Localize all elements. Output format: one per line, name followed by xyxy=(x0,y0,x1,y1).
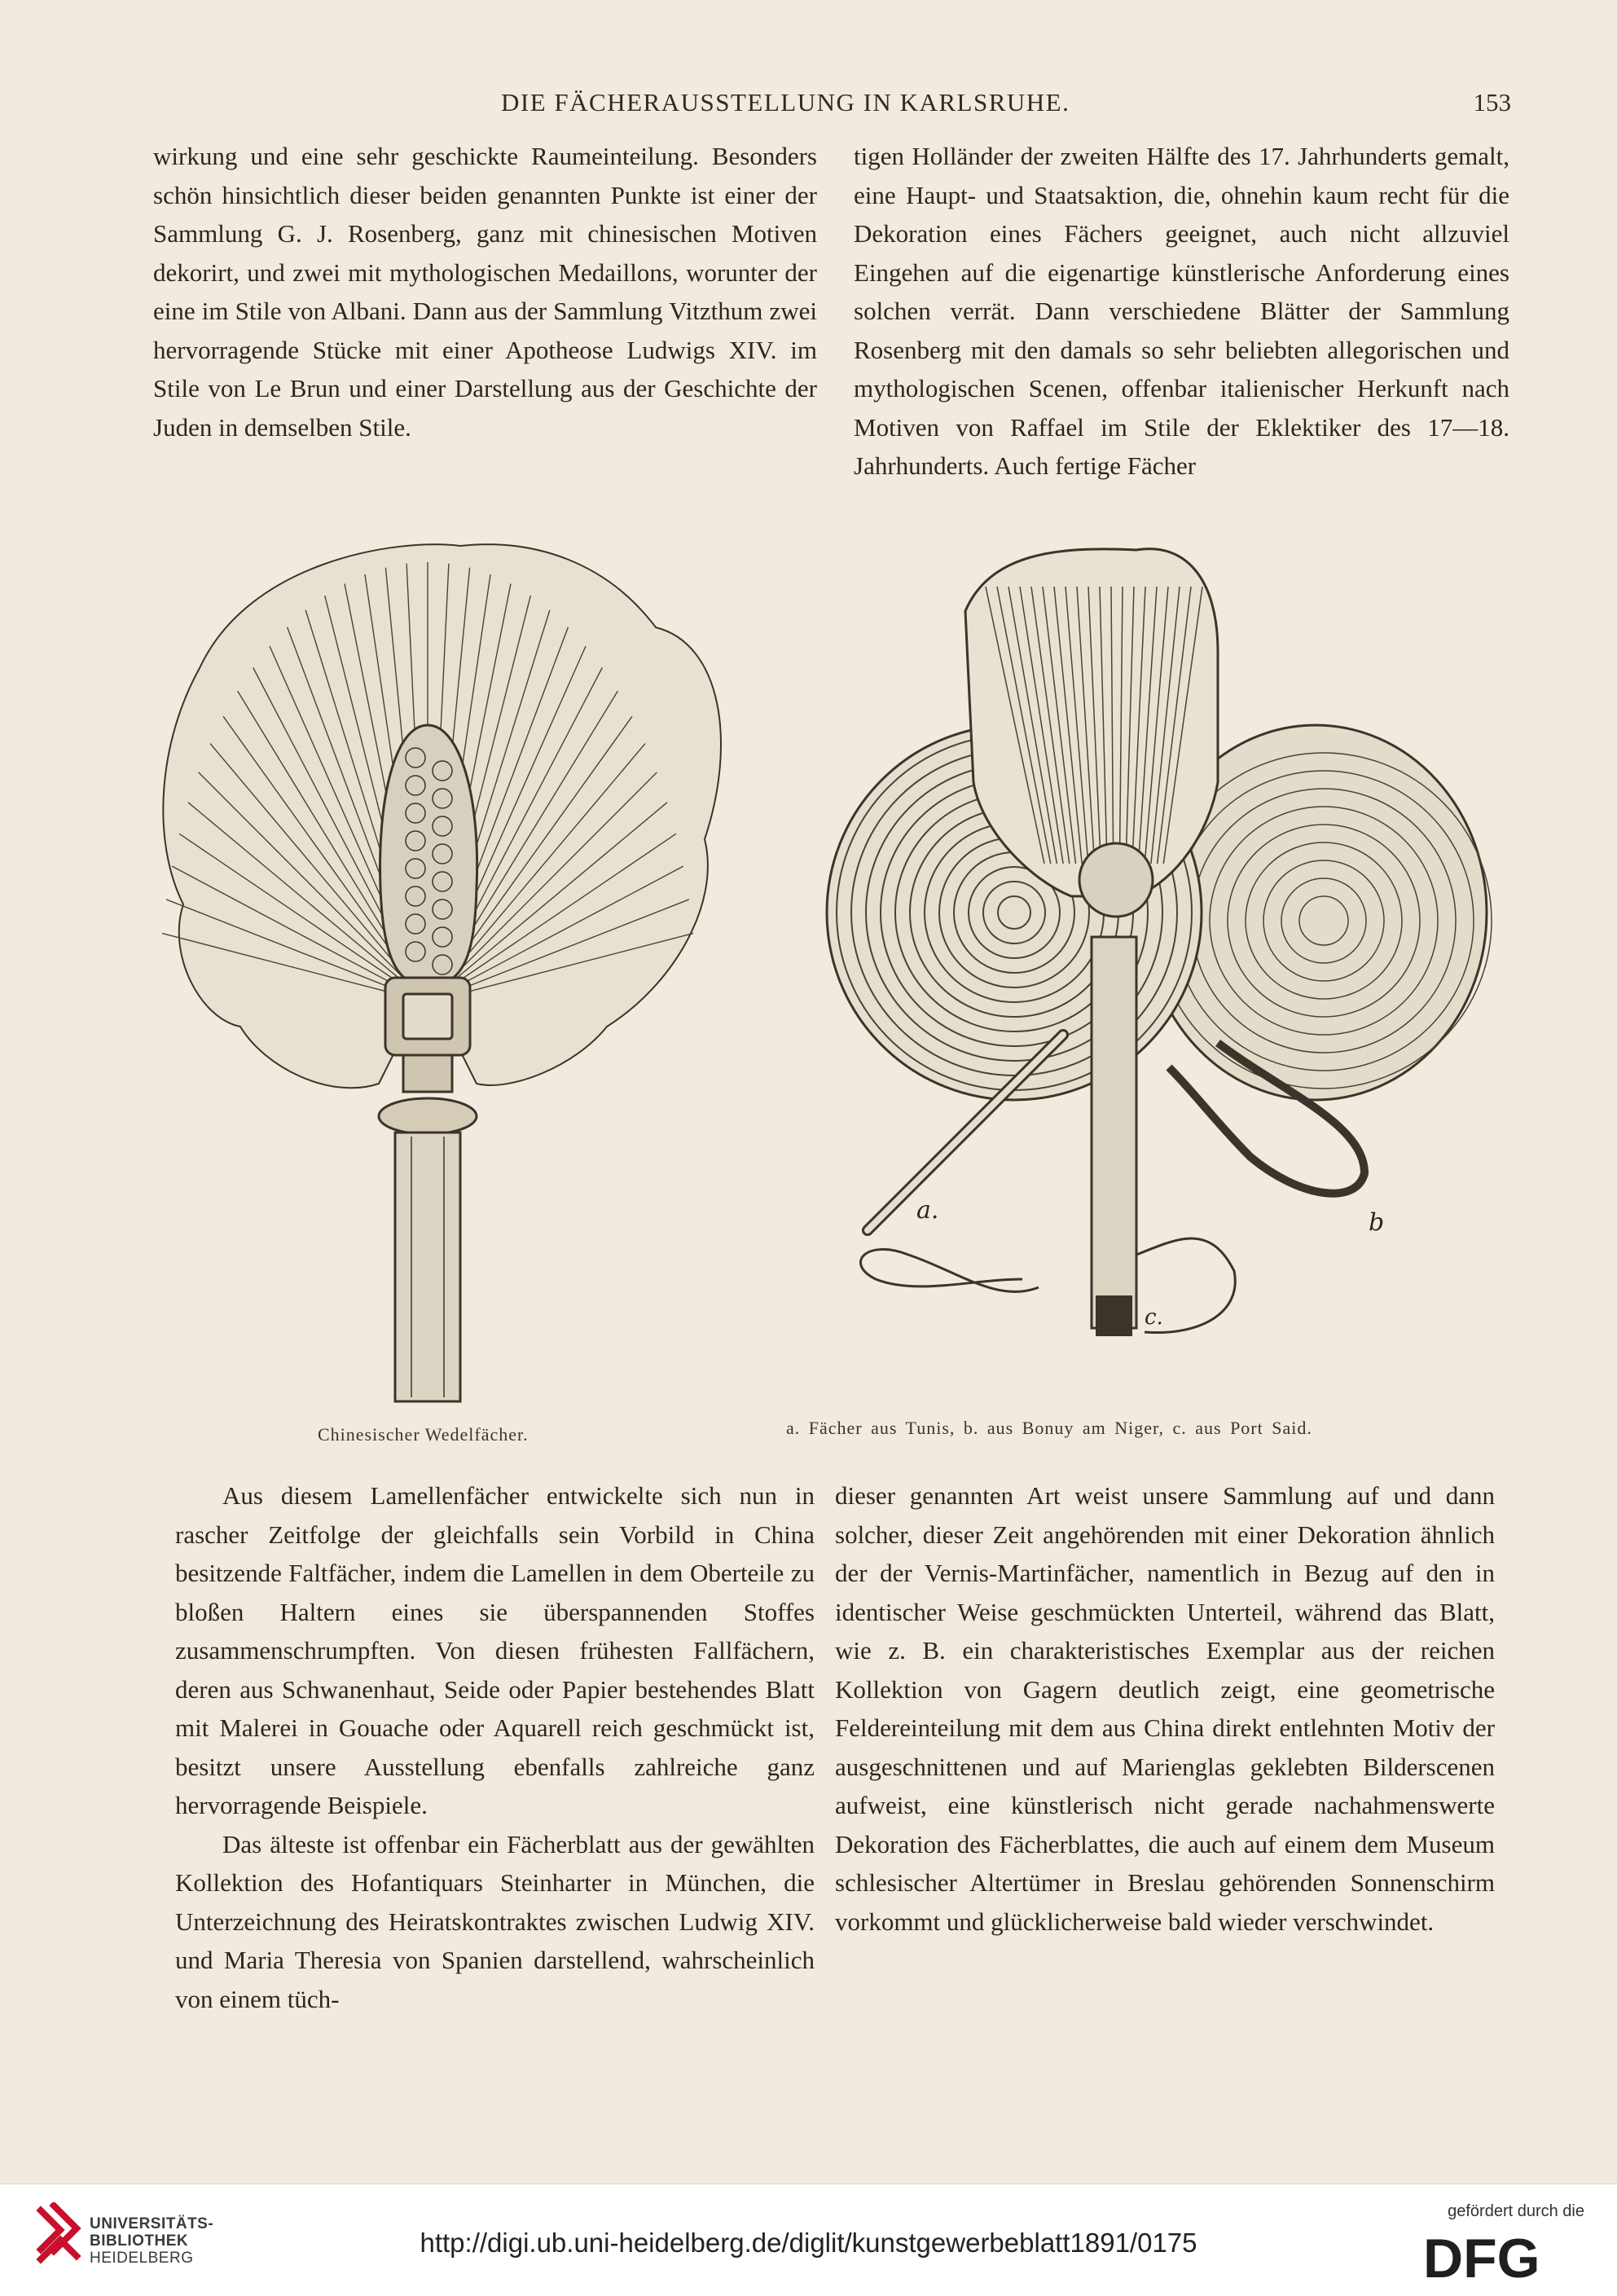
running-title: DIE FÄCHERAUSSTELLUNG IN KARLSRUHE. xyxy=(501,88,1070,117)
figure-three-fans xyxy=(794,538,1503,1418)
fans-illustration xyxy=(794,538,1503,1418)
label-a: a. xyxy=(916,1196,939,1225)
library-name-line: BIBLIOTHEK xyxy=(90,2232,189,2250)
figure-caption-left: Chinesischer Wedelfächer. xyxy=(318,1424,529,1445)
paragraph: Aus diesem Lamellenfächer entwickelte sich nun in rascher Zeitfolge der gleichfalls sein Vorbild in China besitzende Faltfächer, indem die Lamellen in dem Oberteile zu bloßen Haltern eines sie überspannenden Stoffes zusammenschrumpften. Von diesen frühesten Fallfächern, deren aus Schwanenhaut, Seide oder Papier bestehendes Blatt mit Malerei in Gouache oder Aquarell reich geschmückt ist, besitzt unsere Ausstellung ebenfalls zahlreiche ganz hervorragende Beispiele. xyxy=(175,1481,815,1819)
running-head xyxy=(0,88,1617,129)
figure-caption-right: a. Fächer aus Tunis, b. aus Bonuy am Niger, c. aus Port Said. xyxy=(786,1418,1312,1438)
column-top-right xyxy=(854,137,1509,486)
permalink xyxy=(0,2228,1617,2259)
dfg-logo-text: DFG xyxy=(1423,2232,1540,2282)
paragraph: Das älteste ist offenbar ein Fächerblatt aus der gewählten Kollektion des Hofantiquars Steinharter in München, die Unterzeichnung des Heiratskontraktes zwischen Ludwig XIV. und Maria Theresia von Spanien darstellend, wahrscheinlich von einem tüch- xyxy=(175,1829,815,2013)
footer-bar xyxy=(0,2184,1617,2296)
column-bottom-right xyxy=(835,1476,1495,1941)
label-c: c. xyxy=(1145,1305,1163,1330)
paragraph: tigen Holländer der zweiten Hälfte des 17. Jahrhunderts gemalt, eine Haupt- und Staatsaktion, die, ohnehin kaum recht für die Dekoration eines Fächers geeignet, auch nicht allzuviel Eingehen auf die eigenartige künstlerische Anforderung eines solchen verrät. Dann verschiedene Blätter der Sammlung Rosenberg mit den damals so sehr beliebten allegorischen und mythologischen Scenen, offenbar italienischer Herkunft nach Motiven von Raffael im Stile der Eklektiker des 17—18. Jahrhunderts. Auch fertige Fächer xyxy=(854,142,1509,480)
figure-chinese-fan xyxy=(151,530,737,1410)
fan-illustration xyxy=(151,530,737,1410)
page-number: 153 xyxy=(1473,88,1511,117)
dfg-logo xyxy=(1423,2232,1578,2282)
library-name-line: HEIDELBERG xyxy=(90,2250,194,2267)
permalink-link[interactable]: http://digi.ub.uni-heidelberg.de/diglit/kunstgewerbeblatt1891/0175 xyxy=(420,2228,1197,2258)
label-b: b xyxy=(1369,1208,1385,1237)
library-name-line: UNIVERSITÄTS- xyxy=(90,2215,214,2232)
column-bottom-left xyxy=(175,1476,815,2018)
funded-by-text: gefördert durch die xyxy=(1448,2202,1584,2220)
paragraph: dieser genannten Art weist unsere Sammlung auf und dann solcher, dieser Zeit angehörenden mit einer Dekoration ähnlich der der Vernis-Martinfächer, namentlich in Bezug auf den in identischer Weise geschmückten Unterteil, während das Blatt, wie z. B. ein charakteristisches Exemplar aus der reichen Kollektion von Gagern deutlich zeigt, eine geometrische Feldereinteilung mit dem aus China direkt entlehnten Motiv der ausgeschnittenen und auf Marienglas geklebten Bilderscenen aufweist, eine künstlerisch nicht gerade nachahmenswerte Dekoration des Fächerblattes, die auch auf einem dem Museum schlesischer Altertümer in Breslau gehörenden Sonnenschirm vorkommt und glücklicherweise bald wieder verschwindet. xyxy=(835,1481,1495,1936)
paragraph: wirkung und eine sehr geschickte Raumeinteilung. Besonders schön hinsichtlich dieser beiden genannten Punkte ist einer der Sammlung G. J. Rosenberg, ganz mit chinesischen Motiven dekorirt, und zwei mit mythologischen Medaillons, worunter der eine im Stile von Albani. Dann aus der Sammlung Vitzthum zwei hervorragende Stücke mit einer Apotheose Ludwigs XIV. im Stile von Le Brun und einer Darstellung aus der Geschichte der Juden in demselben Stile. xyxy=(153,142,817,442)
column-top-left xyxy=(153,137,817,446)
